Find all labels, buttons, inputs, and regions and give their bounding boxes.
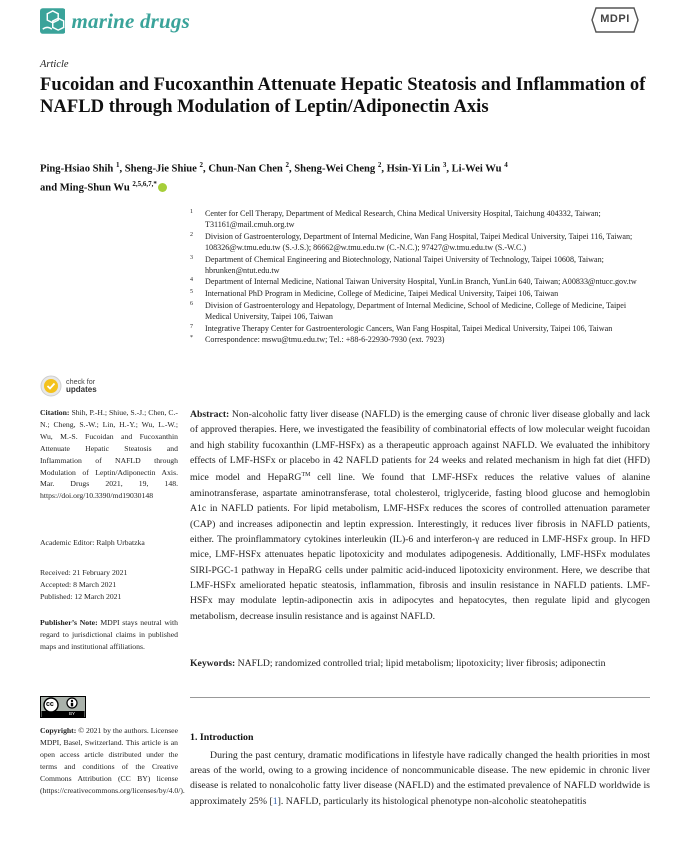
- author-list: Ping-Hsiao Shih $^1$, Sheng-Jie Shiue $^2$, Chun-Nan Chen $^2$, Sheng-Wei Cheng $^2$, Hsin-Yi Lin $^3$, Li-Wei Wu $^4$ and Ming-Shun Wu $^{2,5,6,7,*}$: [40, 161, 508, 194]
- affiliation-number: 6: [190, 300, 193, 307]
- author-name: Ming-Shun Wu: [59, 182, 130, 194]
- affiliation-item: [190, 288, 650, 299]
- affiliation-text: Center for Cell Therapy, Department of Medical Research, China Medical University Hospital, Taichung 404332, Taiwan; T31161@mail.cmuh.org.tw: [205, 209, 601, 230]
- cc-by-license-badge[interactable]: [40, 696, 86, 718]
- citation-text: Shih, P.-H.; Shiue, S.-J.; Chen, C.-N.; Cheng, S.-W.; Lin, H.-Y.; Wu, L.-W.; Wu, M.-S. Fucoidan and Fucoxanthin Attenuate Hepatic Steatosis and Inflammation of NAFLD through Modulation of Leptin/Adiponectin Axis. Mar. Drugs 2021, 19, 148. https://doi.org/10.3390/md19030148: [40, 408, 178, 501]
- section-divider: [190, 697, 650, 698]
- check-updates-line2: updates: [66, 385, 97, 394]
- journal-name: marine drugs: [71, 8, 190, 33]
- introduction-paragraph: [190, 748, 650, 809]
- author-affiliation-mark: 1: [115, 161, 120, 169]
- section-heading-introduction: 1. Introduction: [190, 732, 254, 743]
- copyright-text: © 2021 by the authors. Licensee MDPI, Basel, Switzerland. This article is an open access article distributed under the terms and conditions of the Creative Commons Attribution (CC BY) license (https://creativecommons.org/licenses/by/4.0/).: [40, 726, 185, 795]
- author-affiliation-mark: 2: [285, 161, 289, 169]
- keywords: [190, 656, 650, 671]
- cc-icon-text: cc: [46, 701, 54, 708]
- correspondence-mark: *: [190, 335, 193, 342]
- check-updates-icon: [40, 375, 62, 397]
- affiliation-item: [190, 276, 650, 287]
- received-date: Received: 21 February 2021: [40, 568, 128, 577]
- author-name: Chun-Nan Chen: [208, 163, 283, 175]
- affiliation-item: [190, 323, 650, 334]
- affiliation-text: International PhD Program in Medicine, College of Medicine, Taipei Medical University, Taipei 106, Taiwan: [205, 289, 559, 299]
- abstract-text: Non-alcoholic fatty liver disease (NAFLD) is the emerging cause of chronic liver disease globally and lack of approved therapies. Here, we investigated the feasibility of combinatorial effects of low molecular weight fucoidan and high stability fucoxanthin (LMF-HSFx) as a therapeutic approach against NAFLD. We evaluated the inhibitory effects of LMF-HSFx or placebo in 42 NAFLD patients for 24 weeks and related mechanism in high fat diet (HFD) mice model and HepaRG: [190, 409, 651, 484]
- author-name: Sheng-Wei Cheng: [294, 163, 376, 175]
- affiliation-item: [190, 254, 650, 276]
- author-name: Ping-Hsiao Shih: [40, 163, 114, 175]
- affiliation-number: 4: [190, 277, 193, 284]
- author-affiliation-mark: 3: [442, 161, 447, 169]
- journal-logo: [40, 4, 190, 38]
- affiliation-item: [190, 231, 650, 253]
- introduction-text-continued: ]. NAFLD, particularly its histological phenotype non-alcoholic steatohepatitis: [277, 795, 587, 807]
- keywords-label: Keywords:: [190, 658, 236, 669]
- publisher-note-text: MDPI stays neutral with regard to jurisdictional claims in published maps and institutional affiliations.: [40, 618, 178, 651]
- abstract-label: Abstract:: [190, 409, 230, 420]
- affiliation-number: 3: [190, 254, 193, 261]
- published-date: Published: 12 March 2021: [40, 592, 122, 601]
- affiliation-text: Integrative Therapy Center for Gastroenterologic Cancers, Wan Fang Hospital, Taipei Medical University, Taipei 106, Taiwan: [205, 323, 613, 333]
- author-name: Sheng-Jie Shiue: [124, 163, 197, 175]
- author-affiliation-mark: 2,5,6,7,*: [132, 179, 157, 188]
- publisher-note: [40, 617, 178, 653]
- affiliation-number: 2: [190, 231, 193, 238]
- orcid-icon[interactable]: [158, 183, 167, 192]
- author-affiliation-mark: 2: [199, 161, 204, 169]
- author-name: Hsin-Yi Lin: [386, 163, 441, 175]
- introduction-text: During the past century, dramatic modifications in lifestyle have radically changed the health priorities in most areas of the world, owing to a growing incidence of noncommunicable disease. The new epidemic in chronic liver disease is related to nonalcoholic fatty liver disease (NAFLD) and the estimated prevalence of NAFLD worldwide is approximately 25% [: [190, 750, 650, 807]
- correspondence: [190, 334, 650, 345]
- cc-badge-label: BY: [68, 711, 75, 716]
- affiliation-text: Division of Gastroenterology, Department of Internal Medicine, Wan Fang Hospital, Taipei Medical University, Taipei 116, Taiwan; 108326@w.tmu.edu.tw (S.-J.S.); 86662@w.tmu.edu.tw (C.-N.C.); 97427@w.tmu.edu.tw (S.-W.C.): [205, 231, 633, 252]
- citation-label: Citation:: [40, 408, 70, 417]
- trademark-mark: TM: [301, 472, 311, 479]
- article-type: Article: [40, 59, 69, 70]
- accepted-date: Accepted: 8 March 2021: [40, 580, 117, 589]
- copyright-block: [40, 725, 185, 796]
- affiliation-item: [190, 208, 650, 230]
- check-for-updates-button[interactable]: [40, 373, 135, 399]
- affiliation-text: Department of Chemical Engineering and Biotechnology, National Taipei University of Technology, Taipei 10608, Taiwan; hbrunken@ntut.edu.tw: [205, 254, 604, 275]
- author-affiliation-mark: 4: [504, 161, 508, 169]
- academic-editor: Academic Editor: Ralph Urbatzka: [40, 538, 145, 547]
- publisher-name: MDPI: [600, 13, 630, 25]
- affiliation-item: [190, 300, 650, 322]
- journal-emblem-icon: [40, 7, 65, 35]
- affiliation-number: 1: [190, 209, 193, 215]
- page-title: Fucoidan and Fucoxanthin Attenuate Hepatic Steatosis and Inflammation of NAFLD through Modulation of Leptin/Adiponectin Axis: [40, 74, 646, 117]
- publisher-note-label: Publisher’s Note:: [40, 618, 98, 627]
- abstract-text-continued: cell line. We found that LMF-HSFx reduces the relative values of alanine aminotransferase, aspartate aminotransferase, total cholesterol, triglyceride, fasting blood glucose and hemoglobin A1c in NAFLD patients. For lipid metabolism, LMF-HSFx reduces the scores of controlled attenuation parameter (CAP) and increases adiponectin and leptin expression. Interestingly, it reduces liver fibrosis in NAFLD patients, either. The proinflammatory cytokines interleukin (IL)-6 and interferon-γ are reduced in LMF-HSFx group. In HFD mice, LMF-HSFx attenuates hepatic lipotoxicity and modulates adipogenesis. Additionally, LMF-HSFx modulates SIRI-PGC-1 pathway in HepaRG cells under palmitic acid-induced lipotoxicity environment. Here, we describe that LMF-HSFx ameliorated hepatic steatosis, inflammation, fibrosis and insulin resistance in NAFLD patients. LMF-HSFx may modulate leptin-adiponectin axis in adipocytes and hepatocytes, then regulate lipid and glycogen metabolism, decrease insulin resistance and is against NAFLD.: [190, 472, 650, 622]
- affiliation-text: Department of Internal Medicine, National Taiwan University Hospital, YunLin Branch, YunLin 640, Taiwan; A00833@ntucc.gov.tw: [205, 277, 637, 287]
- article-dates: [40, 567, 180, 603]
- affiliations: [190, 208, 650, 346]
- author-affiliation-mark: 2: [377, 161, 382, 169]
- reference-link[interactable]: 1: [272, 795, 278, 807]
- keywords-text: NAFLD; randomized controlled trial; lipid metabolism; lipotoxicity; liver fibrosis; adiponectin: [237, 658, 606, 669]
- affiliation-number: 5: [190, 289, 193, 296]
- affiliation-text: Division of Gastroenterology and Hepatology, Department of Internal Medicine, School of Medicine, College of Medicine, Taipei Medical University, Taipei 106, Taiwan: [205, 300, 627, 321]
- check-updates-line1: check for: [66, 377, 96, 386]
- publisher-logo: [590, 6, 640, 34]
- author-name: Li-Wei Wu: [451, 163, 502, 175]
- affiliation-number: 7: [190, 323, 193, 330]
- abstract: [190, 407, 650, 624]
- citation-block: [40, 407, 178, 502]
- copyright-label: Copyright:: [40, 726, 77, 735]
- correspondence-text: Correspondence: mswu@tmu.edu.tw; Tel.: +88-6-22930-7930 (ext. 7923): [205, 335, 445, 345]
